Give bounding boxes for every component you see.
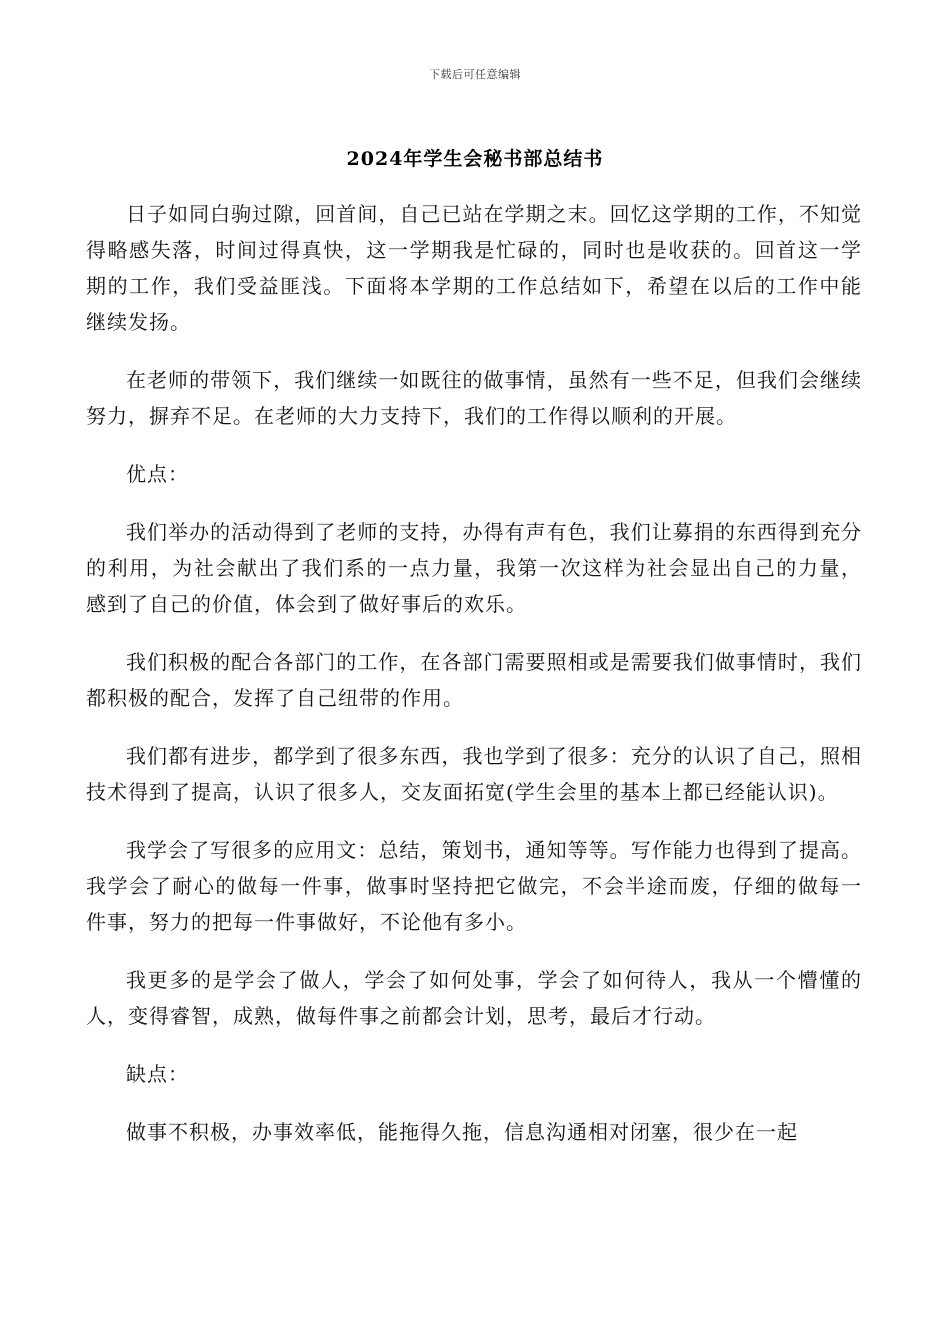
paragraph-writing-skills: 我学会了写很多的应用文：总结，策划书，通知等等。写作能力也得到了提高。我学会了耐心的做每一件事，做事时坚持把它做完，不会半途而废，仔细的做每一件事，努力的把每一件事做好，不论他有多小。 [86, 838, 862, 934]
paragraph-teacher-support: 在老师的带领下，我们继续一如既往的做事情，虽然有一些不足，但我们会继续努力，摒弃不足。在老师的大力支持下，我们的工作得以顺利的开展。 [86, 368, 862, 428]
heading-weaknesses: 缺点： [126, 1062, 189, 1086]
header-note: 下载后可任意编辑 [429, 68, 521, 81]
heading-strengths: 优点： [126, 462, 189, 486]
paragraph-activities: 我们举办的活动得到了老师的支持，办得有声有色，我们让募捐的东西得到充分的利用，为社会献出了我们系的一点力量，我第一次这样为社会显出自己的力量，感到了自己的价值，体会到了做好事后的欢乐。 [86, 520, 862, 616]
paragraph-progress: 我们都有进步，都学到了很多东西，我也学到了很多：充分的认识了自己，照相技术得到了提高，认识了很多人，交友面拓宽(学生会里的基本上都已经能认识)。 [86, 744, 862, 804]
paragraph-intro: 日子如同白驹过隙，回首间，自己已站在学期之末。回忆这学期的工作，不知觉得略感失落，时间过得真快，这一学期我是忙碌的，同时也是收获的。回首这一学期的工作，我们受益匪浅。下面将本学期的工作总结如下，希望在以后的工作中能继续发扬。 [86, 202, 862, 334]
paragraph-weaknesses: 做事不积极，办事效率低，能拖得久拖，信息沟通相对闭塞，很少在一起 [126, 1120, 798, 1144]
document-title: 2024年学生会秘书部总结书 [346, 148, 604, 170]
paragraph-personal-growth: 我更多的是学会了做人，学会了如何处事，学会了如何待人，我从一个懵懂的人，变得睿智，成熟，做每件事之前都会计划，思考，最后才行动。 [86, 968, 862, 1028]
paragraph-cooperation: 我们积极的配合各部门的工作，在各部门需要照相或是需要我们做事情时，我们都积极的配合，发挥了自己纽带的作用。 [86, 650, 862, 710]
document-body [86, 196, 862, 1172]
